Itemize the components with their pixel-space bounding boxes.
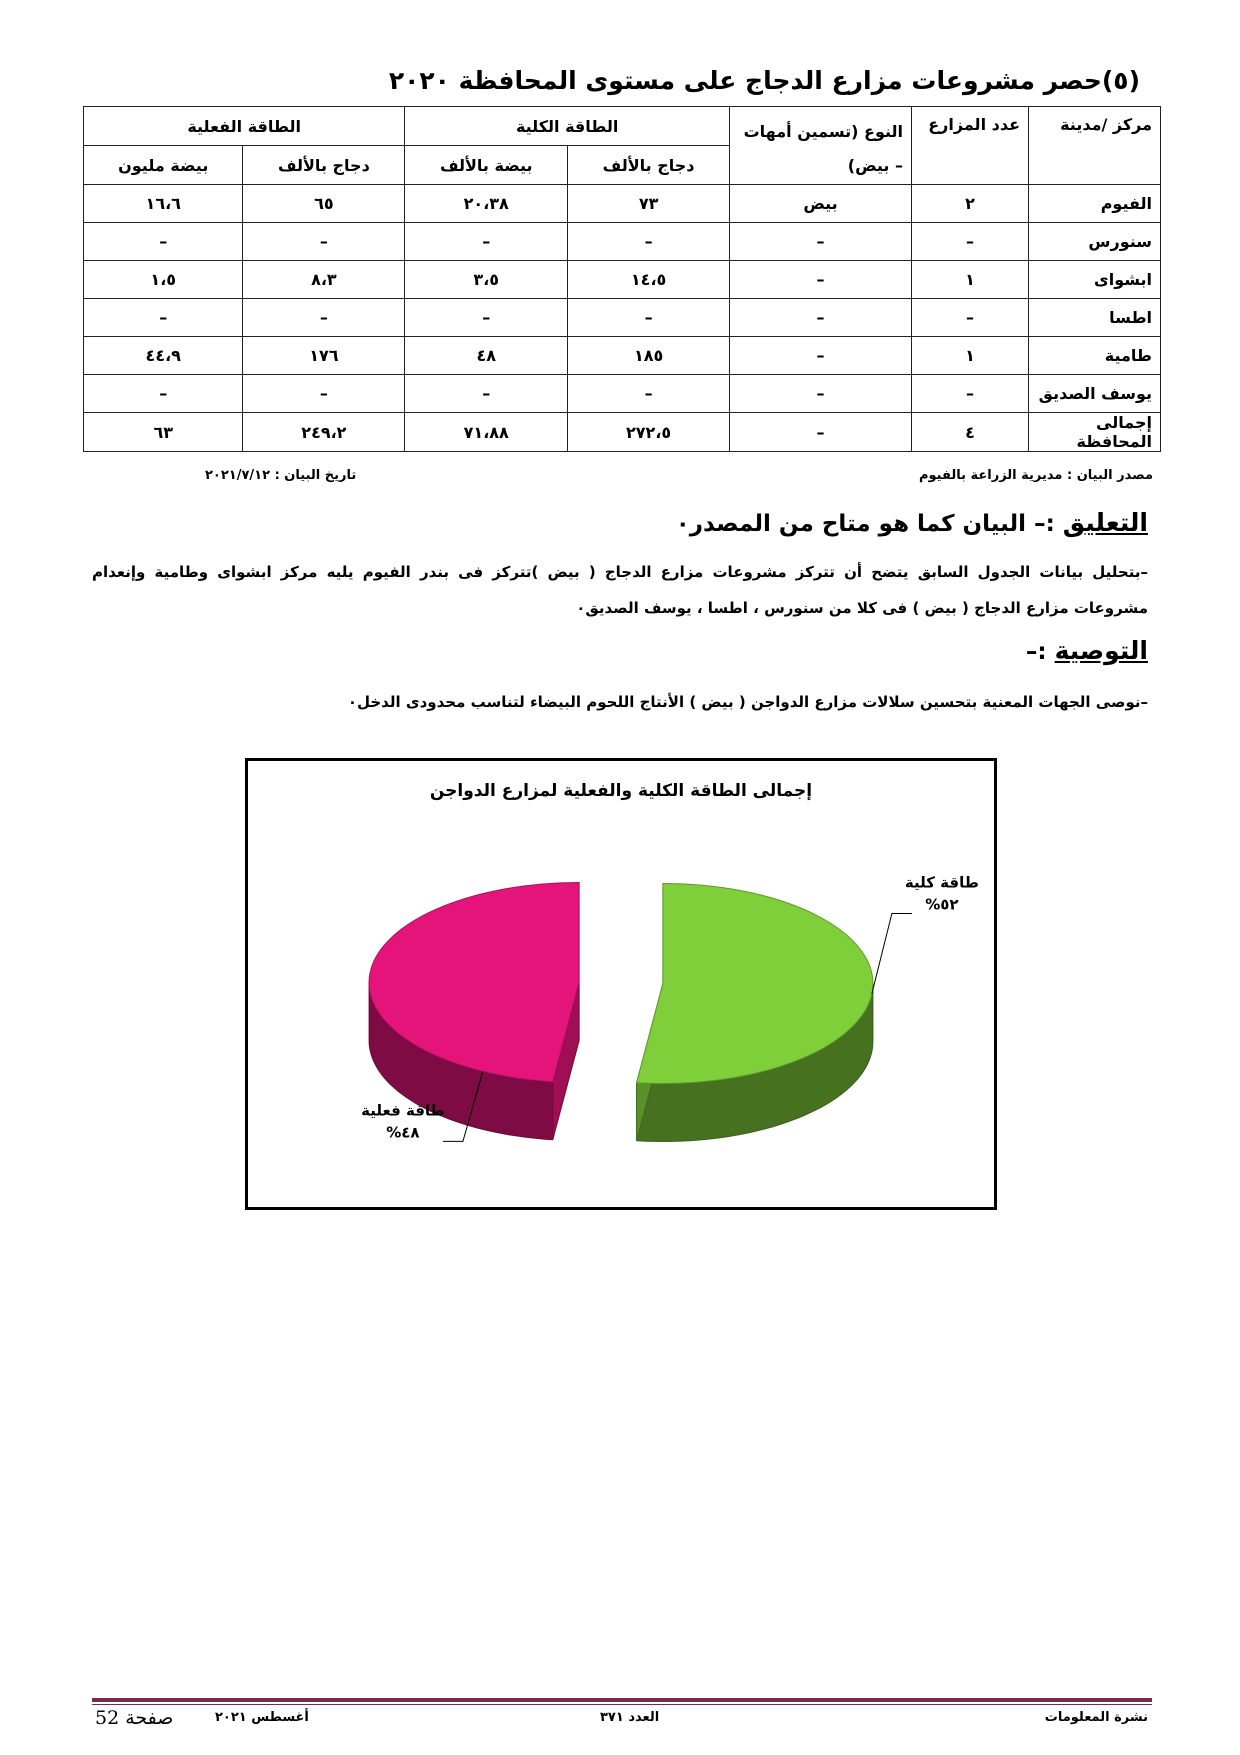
header-farms: عدد المزارع (912, 107, 1029, 185)
comment-heading (676, 508, 1148, 537)
cell-type: – (730, 375, 912, 413)
footer-rule-thin (92, 1704, 1152, 1705)
cell-city: اطسا (1029, 299, 1161, 337)
cell-city: سنورس (1029, 223, 1161, 261)
page-title: (٥)حصر مشروعات مزارع الدجاج على مستوى المحافظة ٢٠٢٠ (388, 66, 1140, 95)
cell-actual-chicken: ٢٤٩،٢ (243, 413, 405, 452)
cell-farms: ١ (912, 337, 1029, 375)
data-label-value-actual: ٤٨% (386, 1123, 420, 1142)
cell-city: الفيوم (1029, 185, 1161, 223)
cell-actual-chicken: ١٧٦ (243, 337, 405, 375)
data-label-value-total: ٥٢% (925, 895, 959, 914)
cell-farms: – (912, 299, 1029, 337)
table-row (84, 223, 1161, 261)
table-header-row (84, 107, 1161, 146)
poultry-farms-table (83, 106, 1161, 452)
cell-actual-chicken: ٨،٣ (243, 261, 405, 299)
table-body (84, 185, 1161, 452)
cell-total-egg: ٧١،٨٨ (405, 413, 568, 452)
cell-city: يوسف الصديق (1029, 375, 1161, 413)
cell-farms: – (912, 223, 1029, 261)
cell-total-egg: ٢٠،٣٨ (405, 185, 568, 223)
cell-actual-egg: ١،٥ (84, 261, 243, 299)
cell-total-chicken: ٧٣ (568, 185, 730, 223)
cell-total-egg: – (405, 375, 568, 413)
cell-actual-chicken: – (243, 375, 405, 413)
cell-type: – (730, 337, 912, 375)
cell-actual-egg: – (84, 375, 243, 413)
recommendation-text: –نوصى الجهات المعنية بتحسين سلالات مزارع الدواجن ( بيض ) الأنتاج اللحوم البيضاء لتناسب محدودى الدخل٠ (347, 693, 1148, 711)
cell-total-egg: – (405, 223, 568, 261)
header-actual-chicken: دجاج بالألف (243, 146, 405, 185)
table-row (84, 337, 1161, 375)
cell-type: – (730, 223, 912, 261)
comment-rest: :– البيان كما هو متاح من المصدر٠ (675, 511, 1063, 537)
footer-page-number: صفحة 52 (95, 1707, 174, 1729)
footer-issue: العدد ٣٧١ (600, 1710, 660, 1725)
cell-type: – (730, 413, 912, 452)
cell-city: طامية (1029, 337, 1161, 375)
recommendation-heading (1026, 636, 1148, 665)
cell-total-chicken: ١٨٥ (568, 337, 730, 375)
table-row (84, 299, 1161, 337)
cell-total-egg: – (405, 299, 568, 337)
footer-rule (92, 1698, 1152, 1702)
cell-total-chicken: ١٤،٥ (568, 261, 730, 299)
cell-actual-chicken: – (243, 223, 405, 261)
cell-type: – (730, 261, 912, 299)
pie-chart (245, 758, 997, 1210)
cell-farms: ٢ (912, 185, 1029, 223)
cell-actual-egg: – (84, 223, 243, 261)
header-total-egg: بيضة بالألف (405, 146, 568, 185)
cell-type: بيض (730, 185, 912, 223)
footer-date: أغسطس ٢٠٢١ (215, 1710, 309, 1725)
recommendation-rest: :– (1025, 639, 1055, 665)
cell-city: إجمالى المحافظة (1029, 413, 1161, 452)
cell-actual-chicken: ٦٥ (243, 185, 405, 223)
table-row (84, 413, 1161, 452)
cell-farms: – (912, 375, 1029, 413)
leader-line-total (872, 914, 912, 994)
cell-farms: ٤ (912, 413, 1029, 452)
cell-city: ابشواى (1029, 261, 1161, 299)
cell-actual-egg: ٦٣ (84, 413, 243, 452)
table-row (84, 375, 1161, 413)
comment-label: التعليق (1062, 508, 1148, 537)
header-actual-capacity: الطاقة الفعلية (84, 107, 405, 146)
header-total-capacity: الطاقة الكلية (405, 107, 730, 146)
chart-title: إجمالى الطاقة الكلية والفعلية لمزارع الدواجن (429, 781, 813, 801)
pie-chart-svg (248, 761, 994, 1207)
cell-farms: ١ (912, 261, 1029, 299)
cell-total-chicken: ٢٧٢،٥ (568, 413, 730, 452)
cell-total-egg: ٣،٥ (405, 261, 568, 299)
cell-total-chicken: – (568, 299, 730, 337)
cell-total-chicken: – (568, 375, 730, 413)
data-label-name-total: طاقة كلية (904, 873, 979, 892)
cell-total-egg: ٤٨ (405, 337, 568, 375)
cell-actual-egg: ٤٤،٩ (84, 337, 243, 375)
header-type: النوع (تسمين أمهات – بيض) (730, 107, 912, 185)
data-source: مصدر البيان : مديرية الزراعة بالفيوم (918, 468, 1153, 483)
cell-actual-egg: ١٦،٦ (84, 185, 243, 223)
cell-actual-chicken: – (243, 299, 405, 337)
data-label-name-actual: طاقة فعلية (361, 1101, 445, 1120)
header-actual-egg: بيضة مليون (84, 146, 243, 185)
data-date: تاريخ البيان : ٢٠٢١/٧/١٢ (205, 468, 357, 483)
recommendation-label: التوصية (1054, 636, 1148, 665)
header-total-chicken: دجاج بالألف (568, 146, 730, 185)
footer-publication: نشرة المعلومات (1044, 1710, 1148, 1725)
cell-actual-egg: – (84, 299, 243, 337)
cell-type: – (730, 299, 912, 337)
table-row (84, 185, 1161, 223)
table-row (84, 261, 1161, 299)
header-city: مركز /مدينة (1029, 107, 1161, 185)
cell-total-chicken: – (568, 223, 730, 261)
comment-text: –بتحليل بيانات الجدول السابق يتضح أن تتركز مشروعات مزارع الدجاج ( بيض )تتركز فى بندر الفيوم يليه مركز ابشواى وطامية وإنعدام مشروعات مزارع الدجاج ( بيض ) فى كلا من سنورس ، اطسا ، يوسف الصديق٠ (92, 563, 1148, 617)
